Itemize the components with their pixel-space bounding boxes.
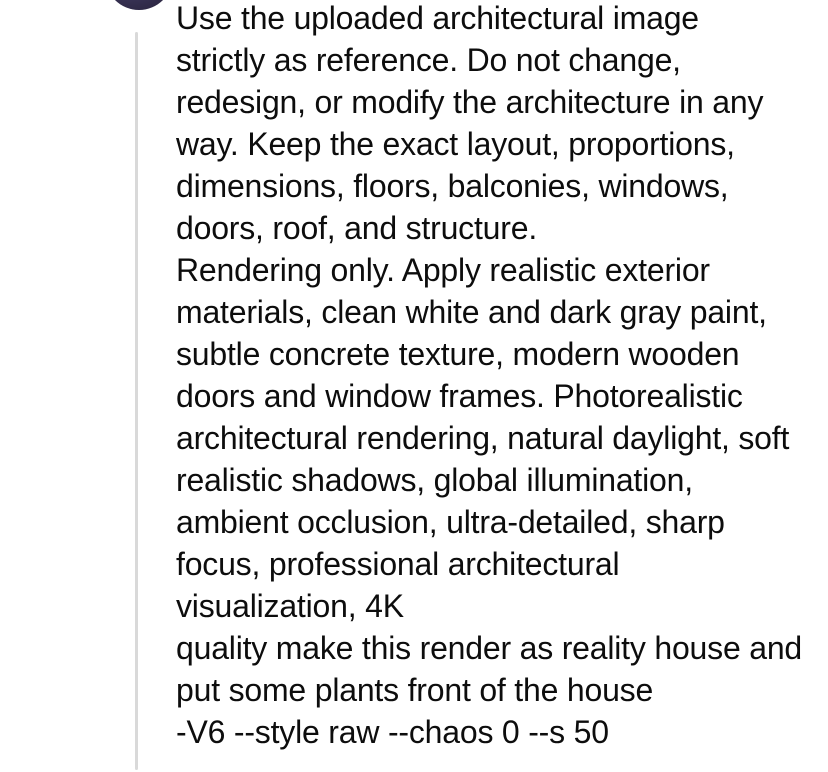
- message-line: doors and window frames. Photorealistic: [176, 378, 743, 414]
- message-line: ambient occlusion, ultra-detailed, sharp: [176, 504, 725, 540]
- message-line: Rendering only. Apply realistic exterior: [176, 252, 710, 288]
- message-text: [176, 0, 824, 753]
- thread-connector-line: [135, 32, 138, 770]
- message-line: doors, roof, and structure.: [176, 210, 538, 246]
- message-line: redesign, or modify the architecture in any: [176, 84, 764, 120]
- message-line: focus, professional architectural: [176, 546, 620, 582]
- message-line: dimensions, floors, balconies, windows,: [176, 168, 729, 204]
- message-line: way. Keep the exact layout, proportions,: [176, 126, 735, 162]
- message-line: Use the uploaded architectural image: [176, 0, 699, 36]
- message-line: realistic shadows, global illumination,: [176, 462, 693, 498]
- message-line: materials, clean white and dark gray paint,: [176, 294, 767, 330]
- message-line: -V6 --style raw --chaos 0 --s 50: [176, 714, 609, 750]
- message-line: strictly as reference. Do not change,: [176, 42, 681, 78]
- user-avatar[interactable]: [105, 0, 173, 10]
- message-line: put some plants front of the house: [176, 672, 654, 708]
- message-line: visualization, 4K: [176, 588, 404, 624]
- message-line: architectural rendering, natural daylight, soft: [176, 420, 790, 456]
- message-line: subtle concrete texture, modern wooden: [176, 336, 740, 372]
- message-line: quality make this render as reality house and: [176, 630, 803, 666]
